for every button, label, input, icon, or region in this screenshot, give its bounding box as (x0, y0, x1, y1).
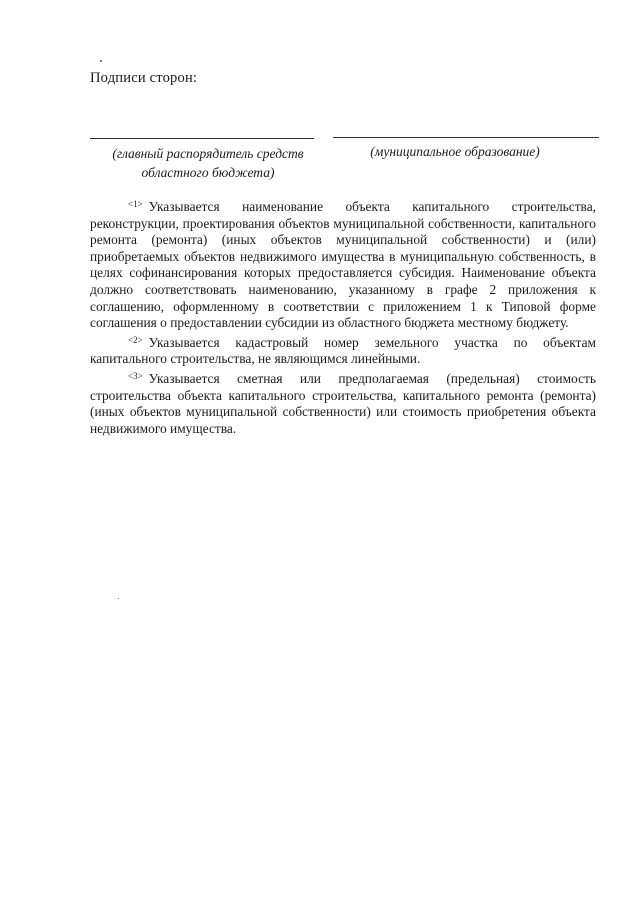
scan-speck (100, 60, 102, 62)
scan-speck (118, 598, 119, 599)
page-title: Подписи сторон: (90, 70, 198, 86)
footnote-3 (90, 368, 596, 437)
signature-line-distributor (90, 138, 314, 139)
footnote-marker: <2> (128, 334, 143, 345)
signature-caption-distributor: (главный распорядитель средств областного бюджета) (112, 146, 304, 180)
footnote-text: Указывается наименование объекта капитального строительства, реконструкции, проектирования объектов муниципальной собственности, капитального ремонта (ремонта) (иных объектов муниципальной собственности) и (или) приобретаемых объектов недвижимого имущества в муниципальную собственность, в целях софинансирования которых предоставляется субсидия. Наименование объекта должно соответствовать наименованию, указанному в графе 2 приложения к соглашению, оформленному в соответствии с приложением 1 к Типовой форме соглашения о предоставлении субсидии из областного бюджета местному бюджету. (90, 199, 596, 331)
footnote-2 (90, 332, 596, 368)
footnotes (90, 196, 596, 437)
footnote-text: Указывается сметная или предполагаемая (предельная) стоимость строительства объекта капитального строительства, капитального ремонта (ремонта) (иных объектов муниципальной собственности) или стоимость приобретения объекта недвижимого имущества. (90, 370, 596, 436)
footnote-text: Указывается кадастровый номер земельного участка по объектам капитального строительства, не являющимся линейными. (90, 334, 596, 367)
footnote-marker: <1> (128, 199, 143, 209)
footnote-marker: <3> (128, 370, 143, 381)
footnote-1 (90, 196, 596, 332)
signature-caption-municipality: (муниципальное образование) (370, 144, 540, 159)
signature-line-municipality (333, 137, 599, 138)
